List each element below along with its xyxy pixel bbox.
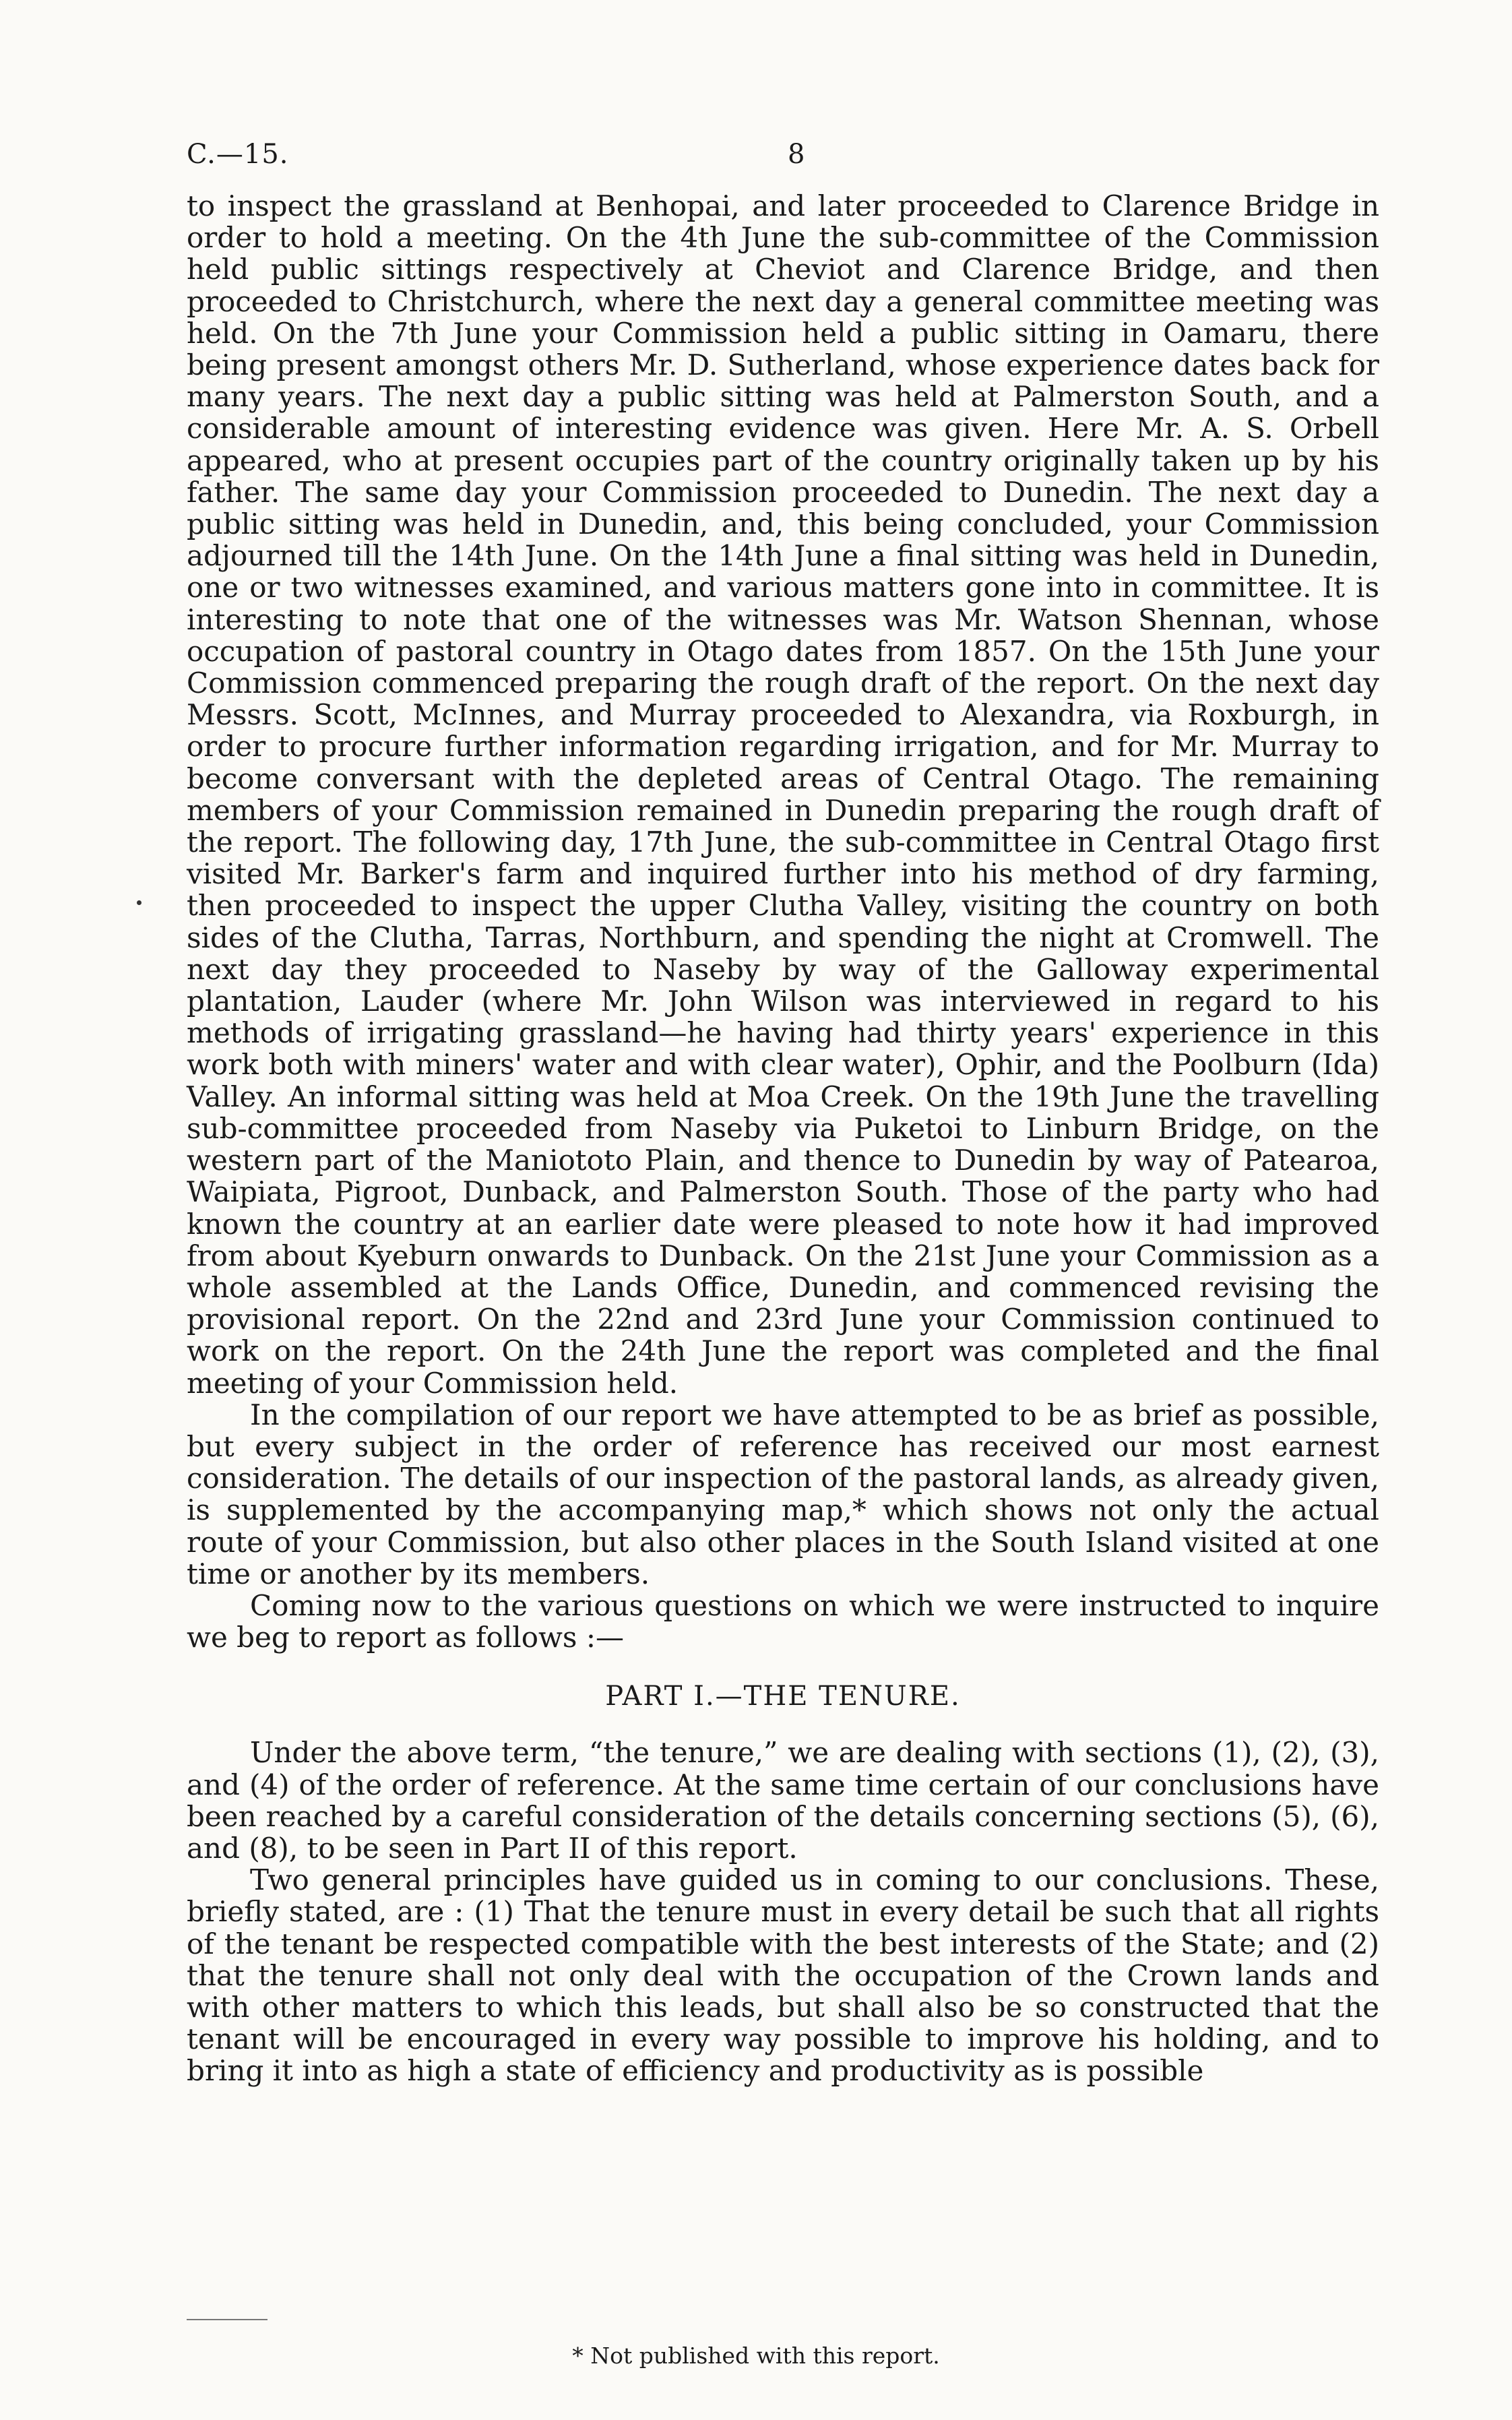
footnote-divider [187,2319,267,2320]
margin-mark [137,900,141,905]
footnote: * Not published with this report. [572,2343,940,2369]
paragraph-compilation: In the compilation of our report we have attempted to be as brief as possible, but every subject in the order of reference has received our most earnest consideration. The details of our inspection of the pastoral lands, as already given, is supplemented by the accompanying map,* which shows not only the actual route of your Commission, but also other places in the South Island visited at one time or another by its members. [187,1398,1379,1590]
paragraph-principles: Two general principles have guided us in coming to our conclusions. These, briefly stated, are : (1) That the tenure must in every detail be such that all rights of the tenant be respected compatible with the best interests of the State; and (2) that the tenure shall not only deal with the occupation of the Crown lands and with other matters to which this leads, but shall also be so constructed that the tenant will be encouraged in every way possible to improve his holding, and to bring it into as high a state of efficiency and productivity as is possible [187,1863,1379,2088]
paragraph-continued: to inspect the grassland at Benhopai, and later proceeded to Clarence Bridge in order to hold a meeting. On the 4th June the sub-committee of the Commission held public sittings respectively at Cheviot and Clarence Bridge, and then proceeded to Christchurch, where the next day a general committee meeting was held. On the 7th June your Commission held a public sitting in Oamaru, there being present amongst others Mr. D. Sutherland, whose experience dates back for many years. The next day a public sitting was held at Palmerston South, and a considerable amount of interesting evidence was given. Here Mr. A. S. Orbell appeared, who at present occupies part of the country originally taken up by his father. The same day your Commission proceeded to Dunedin. The next day a public sitting was held in Dunedin, and, this being concluded, your Commission adjourned till the 14th June. On the 14th June a final sitting was held in Dunedin, one or two witnesses examined, and various matters gone into in committee. It is interesting to note that one of the witnesses was Mr. Watson Shennan, whose occupation of pastoral country in Otago dates from 1857. On the 15th June your Commission commenced preparing the rough draft of the report. On the next day Messrs. Scott, McInnes, and Murray proceeded to Alexandra, via Roxburgh, in order to procure further information regarding irrigation, and for Mr. Murray to become conversant with the depleted areas of Central Otago. The remaining members of your Commission remained in Dunedin preparing the rough draft of the report. The following day, 17th June, the sub-committee in Central Otago first visited Mr. Barker's farm and inquired further into his method of dry farming, then proceeded to inspect the upper Clutha Valley, visiting the country on both sides of the Clutha, Tarras, Northburn, and spending the night at Cromwell. The next day they proceeded to Naseby by way of the Galloway experimental plantation, Lauder (where Mr. John Wilson was interviewed in regard to his methods of irrigating grassland—he having had thirty years' experience in this work both with miners' water and with clear water), Ophir, and the Poolburn (Ida) Valley. An informal sitting was held at Moa Creek. On the 19th June the travelling sub-committee proceeded from Naseby via Puketoi to Linburn Bridge, on the western part of the Maniototo Plain, and thence to Dunedin by way of Patearoa, Waipiata, Pigroot, Dunback, and Palmerston South. Those of the party who had known the country at an earlier date were pleased to note how it had improved from about Kyeburn onwards to Dunback. On the 21st June your Commission as a whole assembled at the Lands Office, Dunedin, and commenced revising the provisional report. On the 22nd and 23rd June your Commission continued to work on the report. On the 24th June the report was completed and the final meeting of your Commission held. [187,189,1379,1400]
document-id: C.—15. [187,139,289,170]
page-header [187,139,1379,179]
body-text [187,190,1379,2087]
page-number: 8 [788,139,805,170]
paragraph-report-intro: Coming now to the various questions on which we were instructed to inquire we beg to report as follows :— [187,1588,1379,1654]
paragraph-tenure-scope: Under the above term, “the tenure,” we are dealing with sections (1), (2), (3), and (4) of the order of reference. At the same time certain of our conclusions have been reached by a careful consideration of the details concerning sections (5), (6), and (8), to be seen in Part II of this report. [187,1736,1379,1865]
section-heading: PART I.—THE TENURE. [605,1681,961,1712]
